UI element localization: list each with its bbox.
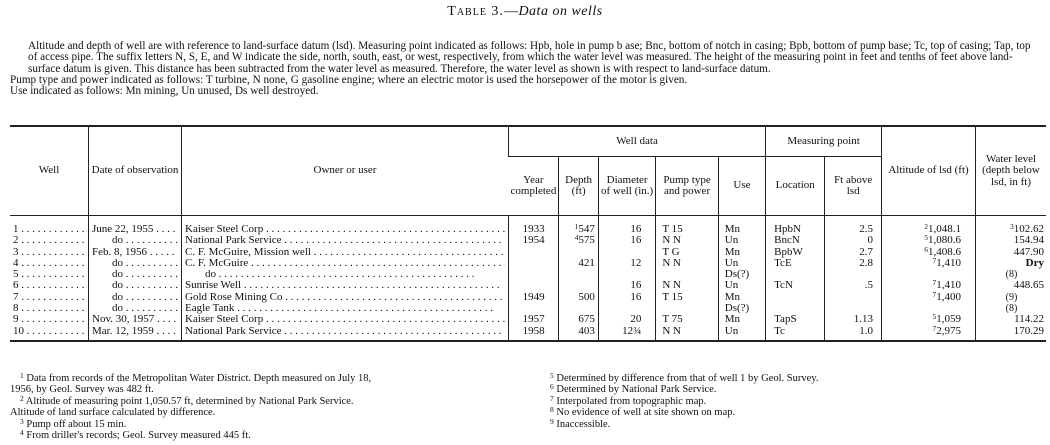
owner-name bbox=[185, 235, 505, 246]
cell-diameter bbox=[598, 280, 655, 291]
cell-well bbox=[10, 280, 89, 291]
year-completed: 1957 bbox=[522, 313, 545, 326]
cell-diameter bbox=[598, 326, 655, 341]
footnote-2: $^2$ Altitude of measuring point 1,050.57 ft, determined by National Park Service. bbox=[20, 393, 354, 407]
use-value: Mn bbox=[724, 223, 741, 235]
cell-diameter bbox=[598, 292, 655, 303]
altitude-value: 1,059 bbox=[936, 313, 961, 326]
owner-name-text: National Park Service bbox=[185, 325, 282, 337]
cell-owner bbox=[182, 326, 509, 341]
cell-pump bbox=[656, 326, 718, 341]
header-owner: Owner or user bbox=[182, 126, 509, 216]
footnote-ref: (9) bbox=[1005, 291, 1018, 303]
well-number-text: 7 bbox=[13, 291, 19, 303]
altitude-value: 1,400 bbox=[936, 290, 961, 303]
cell-ft-above bbox=[825, 258, 882, 269]
observation-date-text: do bbox=[112, 269, 123, 281]
owner-name bbox=[185, 247, 505, 258]
ft-above-value: 1.13 bbox=[853, 313, 874, 326]
owner-name-text: Kaiser Steel Corp bbox=[185, 224, 264, 235]
observation-date bbox=[92, 314, 178, 325]
year-completed: 1949 bbox=[522, 290, 545, 303]
owner-name bbox=[185, 326, 505, 337]
altitude-value: 1,080.6 bbox=[928, 234, 961, 247]
altitude-value: 1,410 bbox=[936, 279, 961, 292]
footnote-4-text: From driller's records; Geol. Survey measured 445 ft. bbox=[26, 430, 251, 442]
cell-location bbox=[766, 326, 825, 341]
cell-date bbox=[89, 314, 182, 325]
diameter-value: 20 bbox=[630, 313, 642, 326]
owner-name-text: National Park Service bbox=[185, 235, 282, 247]
title-dash: — bbox=[503, 4, 519, 19]
cell-date bbox=[89, 216, 182, 236]
pump-value: T G bbox=[662, 245, 680, 258]
footnote-7: $^7$ Interpolated from topographic map. bbox=[550, 393, 707, 407]
observation-date bbox=[92, 280, 178, 291]
cell-water-level bbox=[976, 280, 1047, 291]
location-value: BpbW bbox=[774, 245, 803, 258]
cell-diameter bbox=[598, 216, 655, 236]
well-number bbox=[13, 326, 85, 337]
owner-name-text: do bbox=[205, 269, 216, 281]
water-level-value: 447.90 bbox=[1013, 245, 1044, 258]
cell-location bbox=[766, 216, 825, 236]
table-number: Table 3. bbox=[447, 4, 504, 19]
intro-pump-type: Pump type and power indicated as follows: T turbine, N none, G gasoline engine; where an electric motor is used the horsepower of the motor is given. bbox=[10, 73, 688, 86]
cell-diameter bbox=[598, 247, 655, 258]
depth-value: 575 bbox=[578, 234, 595, 247]
cell-owner bbox=[182, 292, 509, 303]
diameter-value: 16 bbox=[630, 223, 642, 235]
footnote-ref: 6 bbox=[924, 244, 928, 254]
cell-year bbox=[509, 258, 559, 269]
footnote-ref: 7 bbox=[932, 323, 937, 333]
header-altitude: Altitude of lsd (ft) bbox=[882, 126, 976, 216]
cell-well bbox=[10, 326, 89, 341]
footnote-ref: 5 bbox=[924, 233, 928, 243]
use-value: Mn bbox=[724, 290, 741, 303]
well-number-text: 6 bbox=[13, 280, 19, 292]
depth-value: 500 bbox=[578, 290, 595, 303]
year-completed: 1958 bbox=[522, 324, 545, 337]
ft-above-value: .5 bbox=[864, 279, 874, 292]
use-value: Un bbox=[724, 234, 739, 247]
observation-date bbox=[92, 303, 178, 314]
cell-depth bbox=[559, 216, 599, 236]
footnote-7-text: Interpolated from topographic map. bbox=[556, 395, 707, 407]
table-row bbox=[10, 326, 1046, 341]
diameter-value: 16 bbox=[630, 234, 642, 247]
cell-diameter bbox=[598, 269, 655, 280]
use-value: Mn bbox=[724, 245, 741, 258]
use-value: Un bbox=[724, 279, 739, 292]
cell-altitude bbox=[882, 280, 976, 291]
cell-well bbox=[10, 235, 89, 246]
cell-year bbox=[509, 269, 559, 280]
cell-owner bbox=[182, 280, 509, 291]
observation-date bbox=[92, 224, 178, 235]
well-number bbox=[13, 292, 85, 303]
observation-date-text: Nov. 30, 1957 bbox=[92, 314, 155, 326]
footnote-5: $^5$ Determined by difference from that of well 1 by Geol. Survey. bbox=[550, 371, 819, 384]
header-location: Location bbox=[766, 157, 825, 216]
cell-owner bbox=[182, 247, 509, 258]
cell-well bbox=[10, 292, 89, 303]
cell-well bbox=[10, 269, 89, 280]
location-value: Tc bbox=[774, 324, 785, 337]
footnote-1-text: Data from records of the Metropolitan Water District. Depth measured on July 18, bbox=[26, 373, 372, 384]
footnote-2-cont: Altitude of land surface calculated by difference. bbox=[10, 407, 216, 419]
observation-date-text: do bbox=[112, 257, 123, 269]
footnote-ref: 1 bbox=[574, 222, 579, 231]
cell-ft-above bbox=[825, 326, 882, 341]
header-depth: Depth (ft) bbox=[559, 157, 599, 216]
header-year: Year completed bbox=[509, 157, 559, 216]
footnote-2-text: Altitude of measuring point 1,050.57 ft, determined by National Park Service. bbox=[25, 395, 354, 407]
well-number bbox=[13, 280, 85, 291]
use-value: Mn bbox=[724, 313, 741, 326]
cell-altitude bbox=[882, 289, 976, 303]
observation-date-text: do bbox=[112, 291, 123, 303]
cell-owner bbox=[182, 269, 509, 280]
cell-date bbox=[89, 280, 182, 291]
cell-altitude bbox=[882, 303, 976, 314]
cell-altitude bbox=[882, 255, 976, 269]
altitude-value: 1,408.6 bbox=[928, 245, 961, 258]
cell-altitude bbox=[882, 314, 976, 325]
cell-owner bbox=[182, 235, 509, 246]
well-number bbox=[13, 269, 85, 280]
cell-well bbox=[10, 314, 89, 325]
well-number-text: 10 bbox=[13, 325, 24, 337]
cell-well bbox=[10, 247, 89, 258]
table-row bbox=[10, 216, 1046, 236]
cell-ft-above bbox=[825, 216, 882, 236]
cell-date bbox=[89, 247, 182, 258]
footnote-9: $^9$ Inaccessible. bbox=[550, 416, 611, 430]
cell-altitude bbox=[882, 269, 976, 280]
header-date: Date of observation bbox=[89, 126, 182, 216]
year-completed: 1933 bbox=[522, 223, 545, 235]
altitude-value: 2,975 bbox=[936, 324, 961, 337]
footnote-ref: 2 bbox=[924, 222, 928, 231]
table-title bbox=[0, 4, 1050, 20]
owner-name bbox=[185, 314, 505, 325]
owner-name-text: Gold Rose Mining Co bbox=[185, 291, 283, 303]
cell-water-level bbox=[976, 326, 1047, 341]
header-well: Well bbox=[10, 126, 89, 216]
well-number bbox=[13, 258, 85, 269]
observation-date-text: Feb. 8, 1956 bbox=[92, 246, 147, 258]
cell-location bbox=[766, 280, 825, 291]
footnote-ref: 7 bbox=[932, 278, 937, 288]
depth-value: 675 bbox=[578, 313, 595, 326]
footnote-ref: (8) bbox=[1005, 269, 1018, 281]
cell-depth bbox=[559, 235, 599, 246]
well-number-text: 3 bbox=[13, 246, 19, 258]
diameter-value: 12 bbox=[630, 256, 642, 269]
altitude-value: 1,048.1 bbox=[928, 223, 961, 235]
observation-date bbox=[92, 258, 178, 269]
observation-date-text: Mar. 12, 1959 bbox=[92, 325, 154, 337]
depth-value: 403 bbox=[578, 324, 595, 337]
observation-date bbox=[92, 292, 178, 303]
footnote-9-text: Inaccessible. bbox=[556, 418, 611, 430]
water-level-value: 154.94 bbox=[1013, 234, 1044, 247]
well-number-text: 5 bbox=[13, 269, 19, 281]
owner-name bbox=[185, 258, 505, 269]
water-level-value: 114.22 bbox=[1014, 313, 1044, 326]
well-number bbox=[13, 247, 85, 258]
footnote-8: $^8$ No evidence of well at site shown on map. bbox=[550, 405, 736, 419]
cell-pump bbox=[656, 216, 718, 236]
footnote-3: $^3$ Pump off about 15 min. bbox=[20, 416, 127, 430]
depth-value: 421 bbox=[578, 256, 595, 269]
owner-name-text: Kaiser Steel Corp bbox=[185, 314, 264, 326]
header-well-data: Well data bbox=[509, 126, 766, 157]
table-row bbox=[10, 269, 1046, 280]
table-row bbox=[10, 247, 1046, 258]
observation-date-text: do bbox=[112, 280, 123, 292]
diameter-value: 12¾ bbox=[622, 324, 642, 337]
cell-ft-above bbox=[825, 292, 882, 303]
cell-year bbox=[509, 235, 559, 246]
cell-ft-above bbox=[825, 280, 882, 291]
pump-value: T 75 bbox=[662, 313, 683, 326]
use-value: Ds(?) bbox=[724, 302, 750, 315]
cell-well bbox=[10, 216, 89, 236]
use-value: Un bbox=[724, 256, 739, 269]
well-number-text: 8 bbox=[13, 303, 19, 315]
cell-altitude bbox=[882, 323, 976, 341]
pump-value: T 15 bbox=[662, 290, 683, 303]
owner-name bbox=[185, 292, 505, 303]
ft-above-value: 0 bbox=[867, 234, 874, 247]
cell-year bbox=[509, 216, 559, 236]
footnote-8-text: No evidence of well at site shown on map. bbox=[556, 407, 736, 419]
observation-date bbox=[92, 326, 178, 337]
cell-year bbox=[509, 292, 559, 303]
header-use: Use bbox=[718, 157, 765, 216]
pump-value: T 15 bbox=[662, 223, 683, 235]
cell-location bbox=[766, 292, 825, 303]
diameter-value: 16 bbox=[630, 279, 642, 292]
owner-name bbox=[185, 303, 505, 314]
cell-diameter bbox=[598, 258, 655, 269]
owner-name bbox=[185, 269, 505, 280]
pump-value: N N bbox=[662, 234, 681, 247]
cell-owner bbox=[182, 258, 509, 269]
owner-name bbox=[185, 224, 505, 235]
footnote-ref: 7 bbox=[932, 255, 937, 265]
cell-water-level bbox=[976, 258, 1047, 269]
header-measuring-point: Measuring point bbox=[766, 126, 882, 157]
well-number-text: 4 bbox=[13, 257, 19, 269]
wells-table-body bbox=[10, 216, 1046, 341]
cell-location bbox=[766, 258, 825, 269]
ft-above-value: 1.0 bbox=[859, 324, 874, 337]
owner-name-text: Sunrise Well bbox=[185, 280, 242, 292]
footnote-1-cont: 1956, by Geol. Survey was 482 ft. bbox=[10, 384, 154, 396]
cell-date bbox=[89, 292, 182, 303]
well-number bbox=[13, 314, 85, 325]
table-row bbox=[10, 235, 1046, 246]
cell-date bbox=[89, 303, 182, 314]
footnotes-left bbox=[10, 373, 530, 441]
well-number bbox=[13, 235, 85, 246]
water-level-value: 102.62 bbox=[1013, 223, 1044, 235]
footnote-ref: 5 bbox=[932, 312, 937, 322]
owner-name bbox=[185, 280, 505, 291]
cell-owner bbox=[182, 216, 509, 236]
use-value: Un bbox=[724, 324, 739, 337]
cell-well bbox=[10, 258, 89, 269]
footnote-6-text: Determined by National Park Service. bbox=[556, 384, 717, 396]
cell-depth bbox=[559, 326, 599, 341]
header-water-level: Water level (depth below lsd, in ft) bbox=[976, 126, 1047, 216]
header-ft-above: Ft above lsd bbox=[825, 157, 882, 216]
footnote-6: $^6$ Determined by National Park Service. bbox=[550, 382, 717, 396]
footnote-4: $^4$ From driller's records; Geol. Survey measured 445 ft. bbox=[20, 428, 251, 442]
footnote-1: $^1$ Data from records of the Metropolitan Water District. Depth measured on July 18, bbox=[20, 371, 372, 384]
footnote-5-text: Determined by difference from that of well 1 by Geol. Survey. bbox=[556, 373, 819, 384]
ft-above-value: 2.8 bbox=[859, 256, 874, 269]
owner-name-text: Eagle Tank bbox=[185, 303, 235, 315]
location-value: TcE bbox=[774, 256, 792, 269]
cell-year bbox=[509, 326, 559, 341]
footnote-3-text: Pump off about 15 min. bbox=[26, 418, 127, 430]
cell-date bbox=[89, 269, 182, 280]
cell-owner bbox=[182, 303, 509, 314]
observation-date bbox=[92, 269, 178, 280]
water-level-value: Dry bbox=[1025, 256, 1044, 269]
well-number-text: 9 bbox=[13, 314, 19, 326]
water-level-value: 170.29 bbox=[1013, 324, 1044, 337]
location-value: TcN bbox=[774, 279, 793, 292]
cell-use bbox=[718, 216, 765, 236]
well-number bbox=[13, 303, 85, 314]
depth-value: 547 bbox=[578, 223, 595, 235]
water-level-value: 448.65 bbox=[1013, 279, 1044, 292]
cell-altitude bbox=[882, 244, 976, 258]
footnote-ref: (8) bbox=[1005, 303, 1018, 315]
observation-date-text: June 22, 1955 bbox=[92, 224, 154, 235]
observation-date bbox=[92, 235, 178, 246]
diameter-value: 16 bbox=[630, 290, 642, 303]
ft-above-value: 2.7 bbox=[859, 245, 874, 258]
use-value: Ds(?) bbox=[724, 268, 750, 281]
intro-use: Use indicated as follows: Mn mining, Un unused, Ds well destroyed. bbox=[10, 85, 319, 98]
year-completed: 1954 bbox=[522, 234, 545, 247]
cell-depth bbox=[559, 292, 599, 303]
header-diameter: Diameter of well (in.) bbox=[598, 157, 655, 216]
well-number-text: 2 bbox=[13, 235, 19, 247]
observation-date-text: do bbox=[112, 303, 123, 315]
cell-owner bbox=[182, 314, 509, 325]
location-value: HpbN bbox=[774, 223, 801, 235]
cell-well bbox=[10, 303, 89, 314]
footnote-ref: 7 bbox=[932, 289, 937, 299]
well-number-text: 1 bbox=[13, 224, 19, 235]
table-introduction bbox=[10, 41, 1042, 97]
cell-pump bbox=[656, 258, 718, 269]
cell-use bbox=[718, 326, 765, 341]
pump-value: N N bbox=[662, 279, 681, 292]
cell-depth bbox=[559, 258, 599, 269]
pump-value: N N bbox=[662, 324, 681, 337]
altitude-value: 1,410 bbox=[936, 256, 961, 269]
owner-name-text: C. F. McGuire bbox=[185, 257, 249, 269]
table-row bbox=[10, 258, 1046, 269]
owner-name-text: C. F. McGuire, Mission well bbox=[185, 246, 311, 258]
footnote-ref: 3 bbox=[1010, 222, 1014, 231]
cell-date bbox=[89, 258, 182, 269]
observation-date-text: do bbox=[112, 235, 123, 247]
pump-value: N N bbox=[662, 256, 681, 269]
cell-year bbox=[509, 247, 559, 258]
location-value: BncN bbox=[774, 234, 800, 247]
well-number bbox=[13, 224, 85, 235]
header-pump: Pump type and power bbox=[656, 157, 718, 216]
cell-water-level bbox=[976, 292, 1047, 303]
location-value: TapS bbox=[774, 313, 797, 326]
footnote-ref: 4 bbox=[574, 233, 579, 243]
cell-date bbox=[89, 235, 182, 246]
cell-altitude bbox=[882, 216, 976, 236]
cell-diameter bbox=[598, 303, 655, 314]
wells-table bbox=[10, 125, 1046, 342]
ft-above-value: 2.5 bbox=[859, 223, 874, 235]
cell-water-level bbox=[976, 216, 1047, 236]
table-caption: Data on wells bbox=[518, 4, 603, 19]
observation-date bbox=[92, 247, 178, 258]
cell-diameter bbox=[598, 235, 655, 246]
footnotes-right bbox=[550, 373, 1040, 430]
cell-date bbox=[89, 326, 182, 341]
cell-pump bbox=[656, 292, 718, 303]
intro-measuring-point: Altitude and depth of well are with reference to land-surface datum (lsd). Measuring point indicated as follows: Hpb, hole in pump b ase; Bnc, bottom of notch in casing; Bpb, bottom of pump base; Tc, top of casing; Tap, top of access pipe. The suffix letters N, S, E, and W indicate the side, north, south, east, or west, respectively, from which the water level was measured. The height of the measuring point in feet and tenths of feet above land-surface datum is given. This distance has been subtracted from the water level as measured. Therefore, the water level as shown is with respect to land-surface datum. bbox=[28, 40, 1031, 75]
table-row bbox=[10, 292, 1046, 303]
cell-depth bbox=[559, 269, 599, 280]
